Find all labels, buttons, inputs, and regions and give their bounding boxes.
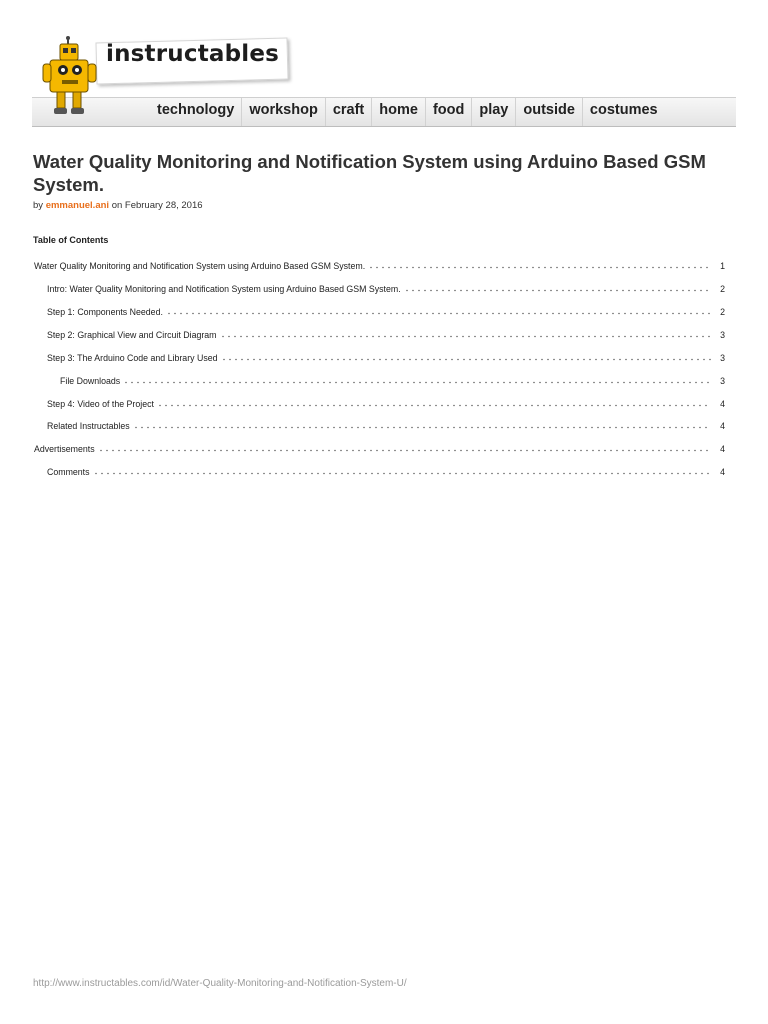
toc-leader-dots bbox=[404, 284, 711, 292]
toc-entry[interactable] bbox=[34, 258, 725, 271]
toc-entry-page: 4 bbox=[720, 421, 725, 431]
toc-entry-page: 4 bbox=[720, 444, 725, 454]
toc-leader-dots bbox=[98, 444, 711, 452]
toc-entry-page: 3 bbox=[720, 353, 725, 363]
toc-entry-page: 2 bbox=[720, 284, 725, 294]
toc-entry-label: Step 4: Video of the Project bbox=[47, 399, 154, 409]
toc-heading: Table of Contents bbox=[33, 235, 109, 245]
toc-leader-dots bbox=[93, 467, 711, 475]
toc-leader-dots bbox=[166, 307, 711, 315]
toc-entry[interactable] bbox=[47, 304, 725, 317]
toc-entry-page: 3 bbox=[720, 330, 725, 340]
toc-entry-label: Step 2: Graphical View and Circuit Diagram bbox=[47, 330, 217, 340]
toc-entry-page: 2 bbox=[720, 307, 725, 317]
toc-entry[interactable] bbox=[47, 418, 725, 431]
toc-entry-page: 3 bbox=[720, 376, 725, 386]
byline-prefix: by bbox=[33, 200, 44, 211]
toc-entry[interactable] bbox=[47, 350, 725, 363]
site-header bbox=[0, 0, 768, 130]
toc-leader-dots bbox=[123, 376, 711, 384]
byline bbox=[33, 200, 203, 211]
nav-bar bbox=[32, 97, 736, 127]
footer-url[interactable]: http://www.instructables.com/id/Water-Quality-Monitoring-and-Notification-System-U/ bbox=[33, 978, 407, 989]
toc-leader-dots bbox=[133, 421, 711, 429]
toc-entry[interactable] bbox=[34, 441, 725, 454]
toc-leader-dots bbox=[368, 261, 711, 269]
nav-item-food[interactable]: food bbox=[425, 98, 471, 126]
author-link[interactable]: emmanuel.ani bbox=[45, 200, 110, 211]
nav-item-costumes[interactable]: costumes bbox=[582, 98, 665, 126]
toc-entry-page: 4 bbox=[720, 467, 725, 477]
toc-entry-label: Step 3: The Arduino Code and Library Used bbox=[47, 353, 218, 363]
publish-date: on February 28, 2016 bbox=[111, 200, 203, 211]
toc-entry[interactable] bbox=[60, 373, 725, 386]
nav-item-technology[interactable]: technology bbox=[157, 102, 235, 118]
toc-entry-page: 1 bbox=[720, 261, 725, 271]
nav-item-home[interactable]: home bbox=[371, 98, 425, 126]
nav-list bbox=[150, 98, 665, 126]
toc-entry-label: Intro: Water Quality Monitoring and Notification System using Arduino Based GSM System. bbox=[47, 284, 401, 294]
toc-entry-label: Related Instructables bbox=[47, 421, 130, 431]
article-title: Water Quality Monitoring and Notification System using Arduino Based GSM System. bbox=[33, 151, 706, 195]
toc-entry-label: Water Quality Monitoring and Notification System using Arduino Based GSM System. bbox=[34, 261, 366, 271]
toc-leader-dots bbox=[221, 353, 711, 361]
nav-item-outside[interactable]: outside bbox=[515, 98, 582, 126]
site-logo[interactable]: instructables bbox=[106, 41, 280, 67]
toc-entry-label: Advertisements bbox=[34, 444, 95, 454]
toc-entry-label: Step 1: Components Needed. bbox=[47, 307, 163, 317]
toc-leader-dots bbox=[157, 399, 711, 407]
toc-entry-label: File Downloads bbox=[60, 376, 121, 386]
nav-item-play[interactable]: play bbox=[471, 98, 515, 126]
toc-leader-dots bbox=[220, 330, 712, 338]
toc-entry[interactable] bbox=[47, 327, 725, 340]
nav-item-workshop[interactable]: workshop bbox=[241, 98, 324, 126]
toc-entry[interactable] bbox=[47, 396, 725, 409]
toc-entry-page: 4 bbox=[720, 399, 725, 409]
nav-item-craft[interactable]: craft bbox=[325, 98, 371, 126]
robot-mascot-icon[interactable] bbox=[40, 36, 110, 118]
toc-entry-label: Comments bbox=[47, 467, 90, 477]
toc-entry[interactable] bbox=[47, 464, 725, 477]
toc-entry[interactable] bbox=[47, 281, 725, 294]
